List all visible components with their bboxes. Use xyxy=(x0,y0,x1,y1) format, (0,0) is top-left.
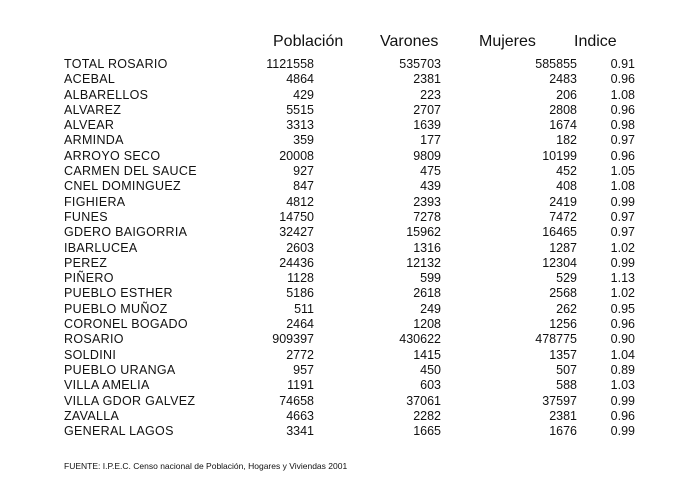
locality-name: PUEBLO URANGA xyxy=(64,362,176,377)
table-row xyxy=(0,332,700,347)
indice-value: 0.97 xyxy=(610,209,635,224)
mujeres-value: 7472 xyxy=(549,209,577,224)
indice-value: 1.05 xyxy=(610,164,635,179)
varones-value: 7278 xyxy=(413,209,441,224)
varones-value: 450 xyxy=(420,362,441,377)
indice-value: 1.02 xyxy=(610,240,635,255)
locality-name: IBARLUCEA xyxy=(64,240,138,255)
mujeres-value: 507 xyxy=(556,362,577,377)
indice-value: 0.96 xyxy=(610,408,635,423)
table-row xyxy=(0,271,700,286)
varones-value: 2393 xyxy=(413,194,441,209)
varones-value: 430622 xyxy=(399,332,441,347)
locality-name: CARMEN DEL SAUCE xyxy=(64,164,197,179)
table-row xyxy=(0,241,700,256)
poblacion-value: 74658 xyxy=(279,393,314,408)
table-row xyxy=(0,195,700,210)
table-row xyxy=(0,133,700,148)
indice-value: 0.97 xyxy=(610,225,635,240)
varones-value: 9809 xyxy=(413,148,441,163)
poblacion-value: 32427 xyxy=(279,225,314,240)
header-indice: Indice xyxy=(574,33,617,50)
poblacion-value: 1128 xyxy=(287,271,314,286)
locality-name: VILLA GDOR GALVEZ xyxy=(64,393,196,408)
poblacion-value: 2464 xyxy=(286,317,314,332)
poblacion-value: 1191 xyxy=(287,378,314,393)
table-row xyxy=(0,394,700,409)
table-body xyxy=(0,57,700,439)
varones-value: 2707 xyxy=(413,102,441,117)
varones-value: 2618 xyxy=(413,286,441,301)
poblacion-value: 4663 xyxy=(286,408,314,423)
indice-value: 1.08 xyxy=(610,179,635,194)
table-row xyxy=(0,363,700,378)
mujeres-value: 16465 xyxy=(542,225,577,240)
varones-value: 439 xyxy=(420,179,441,194)
indice-value: 0.89 xyxy=(610,362,635,377)
poblacion-value: 24436 xyxy=(279,255,314,270)
indice-value: 1.13 xyxy=(610,271,635,286)
poblacion-value: 429 xyxy=(293,87,314,102)
mujeres-value: 2808 xyxy=(549,102,577,117)
locality-name: ALVEAR xyxy=(64,118,115,133)
mujeres-value: 452 xyxy=(556,164,577,179)
locality-name: ALBARELLOS xyxy=(64,87,149,102)
indice-value: 0.90 xyxy=(610,332,635,347)
mujeres-value: 1287 xyxy=(549,240,577,255)
varones-value: 599 xyxy=(420,271,441,286)
varones-value: 1665 xyxy=(413,424,441,439)
header-varones: Varones xyxy=(380,33,439,50)
locality-name: PIÑERO xyxy=(64,271,114,286)
varones-value: 475 xyxy=(420,164,441,179)
varones-value: 15962 xyxy=(406,225,441,240)
locality-name: ROSARIO xyxy=(64,332,124,347)
locality-name: PEREZ xyxy=(64,255,108,270)
varones-value: 1316 xyxy=(413,240,441,255)
mujeres-value: 2381 xyxy=(549,408,577,423)
table-row xyxy=(0,317,700,332)
indice-value: 0.99 xyxy=(610,194,635,209)
indice-value: 0.97 xyxy=(610,133,635,148)
indice-value: 0.98 xyxy=(610,118,635,133)
table-row xyxy=(0,302,700,317)
varones-value: 177 xyxy=(420,133,441,148)
header-mujeres: Mujeres xyxy=(479,33,536,50)
poblacion-value: 511 xyxy=(294,301,314,316)
mujeres-value: 206 xyxy=(556,87,577,102)
poblacion-value: 3341 xyxy=(286,424,314,439)
locality-name: GENERAL LAGOS xyxy=(64,424,174,439)
mujeres-value: 1357 xyxy=(549,347,577,362)
varones-value: 37061 xyxy=(406,393,441,408)
mujeres-value: 10199 xyxy=(542,148,577,163)
poblacion-value: 4812 xyxy=(286,194,314,209)
varones-value: 12132 xyxy=(406,255,441,270)
mujeres-value: 12304 xyxy=(542,255,577,270)
mujeres-value: 478775 xyxy=(535,332,577,347)
table-row xyxy=(0,348,700,363)
indice-value: 0.96 xyxy=(610,102,635,117)
varones-value: 223 xyxy=(420,87,441,102)
indice-value: 0.91 xyxy=(610,57,635,71)
table-row xyxy=(0,164,700,179)
table-row xyxy=(0,179,700,194)
poblacion-value: 359 xyxy=(293,133,314,148)
varones-value: 603 xyxy=(420,378,441,393)
locality-name: FIGHIERA xyxy=(64,194,126,209)
locality-name: FUNES xyxy=(64,209,108,224)
header-poblacion: Población xyxy=(273,33,344,50)
varones-value: 2381 xyxy=(413,72,441,87)
locality-name: CORONEL BOGADO xyxy=(64,317,188,332)
table-row xyxy=(0,409,700,424)
indice-value: 0.96 xyxy=(610,317,635,332)
locality-name: ACEBAL xyxy=(64,72,116,87)
table-row xyxy=(0,225,700,240)
locality-name: CNEL DOMINGUEZ xyxy=(64,179,181,194)
indice-value: 0.99 xyxy=(610,255,635,270)
indice-value: 0.96 xyxy=(610,72,635,87)
poblacion-value: 3313 xyxy=(286,118,314,133)
table-row xyxy=(0,286,700,301)
poblacion-value: 927 xyxy=(293,164,314,179)
source-note: FUENTE: I.P.E.C. Censo nacional de Población, Hogares y Viviendas 2001 xyxy=(64,461,348,471)
mujeres-value: 1676 xyxy=(549,424,577,439)
poblacion-value: 1121558 xyxy=(266,57,314,71)
poblacion-value: 20008 xyxy=(279,148,314,163)
locality-name: PUEBLO ESTHER xyxy=(64,286,173,301)
locality-name: GDERO BAIGORRIA xyxy=(64,225,188,240)
locality-name: SOLDINI xyxy=(64,347,117,362)
indice-value: 1.03 xyxy=(610,378,635,393)
indice-value: 1.04 xyxy=(610,347,635,362)
locality-name: ARROYO SECO xyxy=(64,148,161,163)
table-row xyxy=(0,256,700,271)
table-row xyxy=(0,149,700,164)
mujeres-value: 262 xyxy=(556,301,577,316)
table-row xyxy=(0,210,700,225)
table-row xyxy=(0,72,700,87)
table-row xyxy=(0,88,700,103)
mujeres-value: 408 xyxy=(556,179,577,194)
table-row xyxy=(0,103,700,118)
varones-value: 2282 xyxy=(413,408,441,423)
indice-value: 1.02 xyxy=(610,286,635,301)
poblacion-value: 909397 xyxy=(272,332,314,347)
locality-name: ALVAREZ xyxy=(64,102,122,117)
table-row xyxy=(0,424,700,439)
locality-name: VILLA AMELIA xyxy=(64,378,150,393)
indice-value: 0.96 xyxy=(610,148,635,163)
mujeres-value: 2483 xyxy=(549,72,577,87)
locality-name: PUEBLO MUÑOZ xyxy=(64,301,168,316)
varones-value: 1639 xyxy=(413,118,441,133)
locality-name: ZAVALLA xyxy=(64,408,120,423)
poblacion-value: 4864 xyxy=(286,72,314,87)
varones-value: 1208 xyxy=(413,317,441,332)
varones-value: 249 xyxy=(420,301,441,316)
poblacion-value: 847 xyxy=(293,179,314,194)
poblacion-value: 2772 xyxy=(286,347,314,362)
poblacion-value: 14750 xyxy=(279,209,314,224)
mujeres-value: 182 xyxy=(556,133,577,148)
mujeres-value: 2419 xyxy=(549,194,577,209)
mujeres-value: 529 xyxy=(556,271,577,286)
varones-value: 535703 xyxy=(399,57,441,71)
table-row xyxy=(0,118,700,133)
table-row xyxy=(0,57,700,72)
mujeres-value: 1674 xyxy=(549,118,577,133)
table-row xyxy=(0,378,700,393)
poblacion-value: 2603 xyxy=(286,240,314,255)
varones-value: 1415 xyxy=(413,347,441,362)
indice-value: 1.08 xyxy=(610,87,635,102)
mujeres-value: 37597 xyxy=(542,393,577,408)
indice-value: 0.99 xyxy=(610,393,635,408)
poblacion-value: 5186 xyxy=(286,286,314,301)
indice-value: 0.95 xyxy=(610,301,635,316)
mujeres-value: 588 xyxy=(556,378,577,393)
mujeres-value: 2568 xyxy=(549,286,577,301)
poblacion-value: 5515 xyxy=(286,102,314,117)
locality-name: ARMINDA xyxy=(64,133,124,148)
locality-name: TOTAL ROSARIO xyxy=(64,57,168,71)
mujeres-value: 585855 xyxy=(535,57,577,71)
mujeres-value: 1256 xyxy=(549,317,577,332)
indice-value: 0.99 xyxy=(610,424,635,439)
poblacion-value: 957 xyxy=(293,362,314,377)
